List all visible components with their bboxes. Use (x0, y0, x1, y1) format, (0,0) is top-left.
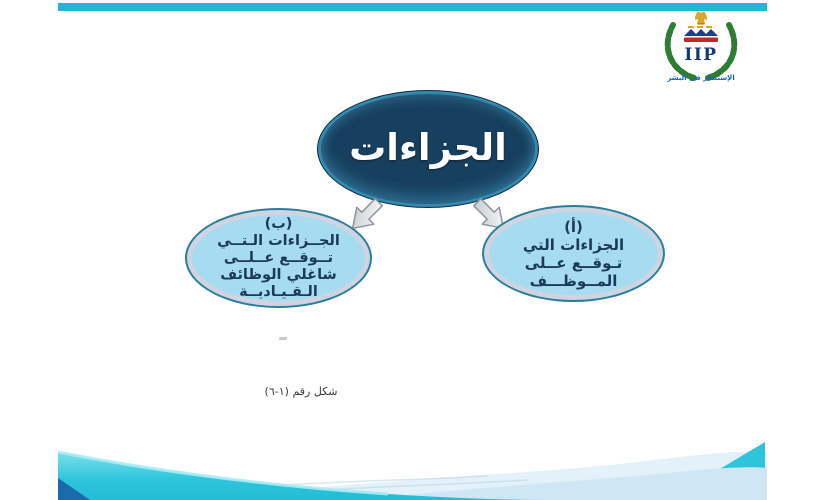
eagle-icon (695, 11, 707, 25)
node-line: تـوقــع عــلى (524, 253, 623, 272)
logo-red-banner (684, 38, 718, 43)
logo-acronym: IIP (684, 45, 718, 65)
bottom-wave-decoration (58, 424, 767, 500)
root-label: الجزاءات (349, 125, 507, 169)
node-line: الجــزاءات الـتــي (217, 232, 340, 249)
logo-tagline: الإستثمار فى البشر (667, 74, 735, 82)
pyramids-icon (684, 29, 718, 36)
node-line: شاغلي الوظائف (220, 266, 337, 283)
penalty-node-employee (482, 205, 665, 302)
node-line: الجزاءات التي (522, 235, 625, 254)
node-line: تــوقــع عــلــى (223, 249, 334, 266)
node-marker: (ب) (264, 215, 293, 232)
penalty-node-leadership-text (217, 216, 340, 301)
node-line: الـقـيـاديــة (239, 283, 318, 300)
penalties-root-node (318, 91, 538, 207)
stray-mark (279, 337, 287, 341)
logo-gold-dashes (688, 26, 712, 28)
figure-caption: شكل رقم (١-٦) (264, 385, 338, 398)
penalty-node-employee-text (523, 218, 624, 290)
node-line: المــوظـــف (529, 271, 618, 290)
penalty-node-leadership (185, 208, 372, 308)
node-marker: (أ) (564, 217, 583, 236)
org-logo (642, 10, 760, 84)
